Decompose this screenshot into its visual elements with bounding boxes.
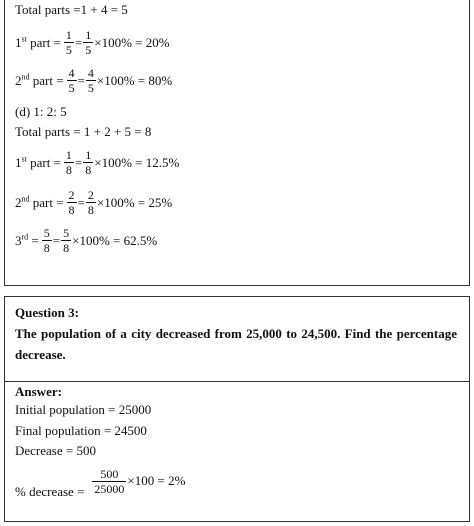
second-part-equation-2: 2nd part = $\frac{2}{8}$ = $\frac{2}{8}$ ×100% = 25% <box>15 188 173 217</box>
fraction: $\frac{5}{8}$ <box>63 226 70 255</box>
first-part-equation-1: 1st part = $\frac{1}{5}$ = $\frac{1}{5}$ ×100% = 20% <box>15 28 170 57</box>
fraction: $\frac{4}{5}$ <box>68 66 75 95</box>
decrease-line: Decrease = 500 <box>15 443 96 458</box>
total-parts-line-2: Total parts = 1 + 2 + 5 = 8 <box>15 124 152 139</box>
fraction: $\frac{1}{8}$ <box>85 148 92 177</box>
question-box <box>4 296 470 382</box>
fraction: $\frac{4}{5}$ <box>87 66 94 95</box>
final-population-line: Final population = 24500 <box>15 423 147 438</box>
fraction: $\frac{1}{8}$ <box>65 148 72 177</box>
previous-solution-box <box>4 0 470 286</box>
part-d-label: (d) 1: 2: 5 <box>15 104 67 119</box>
fraction: $\frac{2}{8}$ <box>87 188 94 217</box>
fraction: $\frac{1}{5}$ <box>85 28 92 57</box>
fraction: $\frac{5}{8}$ <box>43 226 50 255</box>
fraction: $\frac{2}{8}$ <box>68 188 75 217</box>
answer-box <box>4 382 470 522</box>
percent-decrease-equation: % decrease = $\frac{500}{25000}$ ×100 = 2% <box>15 466 186 499</box>
question-text: The population of a city decreased from 25,000 to 24,500. Find the percentage decrease. <box>15 326 457 362</box>
question-label: Question 3: <box>15 305 79 320</box>
answer-label: Answer: <box>15 384 62 399</box>
second-part-equation-1: 2nd part = $\frac{4}{5}$ = $\frac{4}{5}$ ×100% = 80% <box>15 66 173 95</box>
fraction: $\frac{1}{5}$ <box>65 28 72 57</box>
initial-population-line: Initial population = 25000 <box>15 402 152 417</box>
third-part-equation: 3rd = $\frac{5}{8}$ = $\frac{5}{8}$ ×100% = 62.5% <box>15 226 158 255</box>
fraction: $\frac{500}{25000}$ <box>94 466 125 496</box>
first-part-equation-2: 1st part = $\frac{1}{8}$ = $\frac{1}{8}$ ×100% = 12.5% <box>15 148 180 177</box>
total-parts-line-1: Total parts =1 + 4 = 5 <box>15 2 128 17</box>
